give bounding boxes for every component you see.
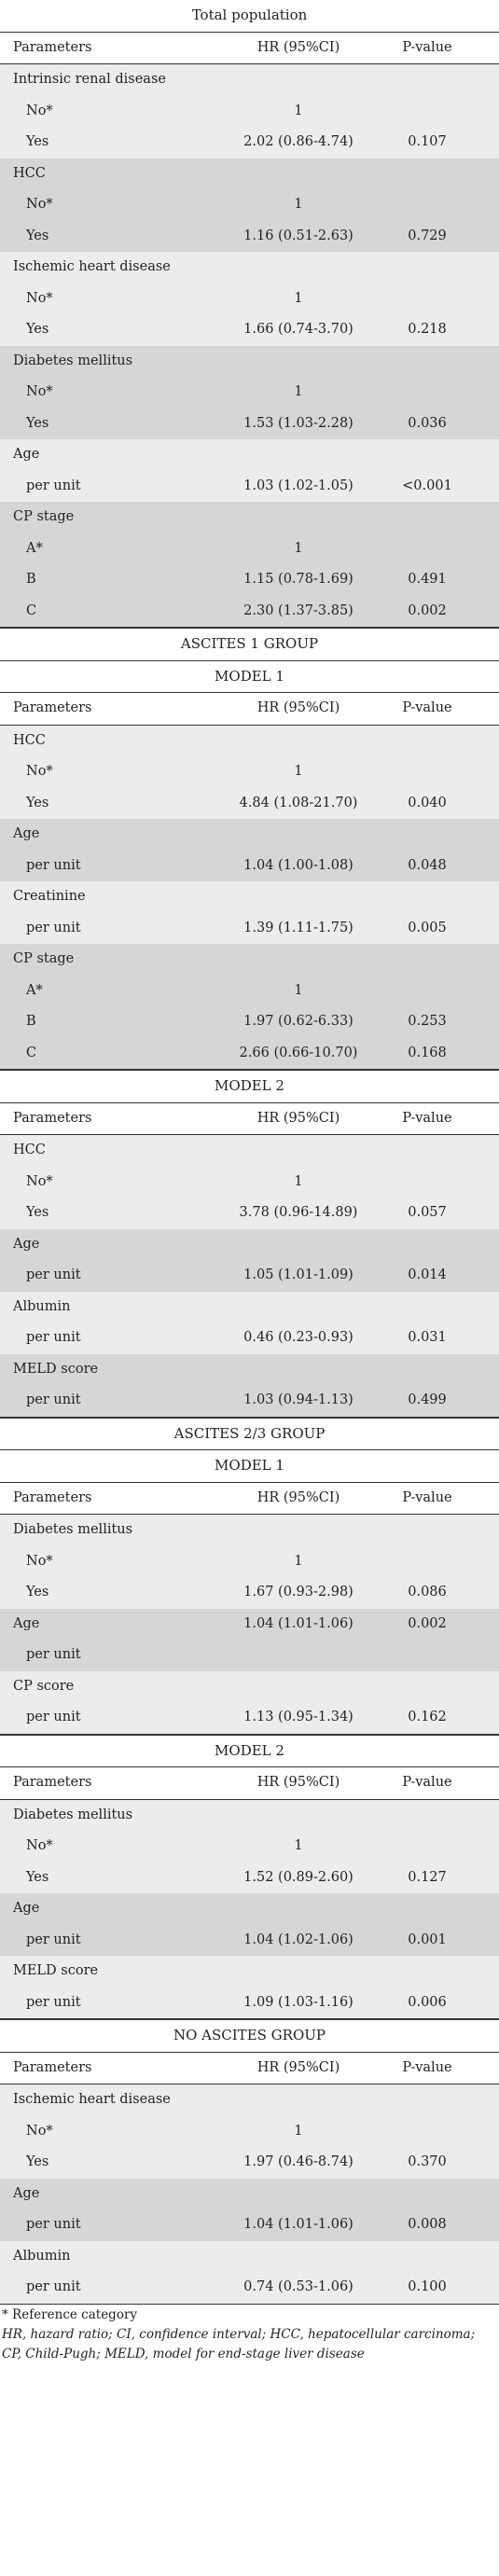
p-value: <0.001 bbox=[402, 478, 452, 493]
hr-value: 1.15 (0.78-1.69) bbox=[243, 572, 353, 587]
header-hr: HR (95%CI) bbox=[256, 1110, 340, 1126]
column-header-row bbox=[0, 2052, 499, 2085]
hr-value: 1 bbox=[294, 197, 303, 212]
group-name: CP stage bbox=[13, 509, 75, 524]
row-label: Yes bbox=[26, 795, 49, 810]
header-hr: HR (95%CI) bbox=[256, 1775, 340, 1790]
hr-value: 1 bbox=[294, 384, 303, 399]
row-label: A* bbox=[26, 540, 43, 556]
table-row bbox=[0, 1323, 499, 1354]
p-value: 0.107 bbox=[408, 134, 447, 149]
hr-value: 4.84 (1.08-21.70) bbox=[239, 795, 358, 810]
hr-value: 1 bbox=[294, 764, 303, 779]
group-header-row bbox=[0, 1354, 499, 1386]
group-header-row bbox=[0, 1609, 499, 1641]
header-parameters: Parameters bbox=[13, 39, 92, 55]
header-p-value: P-value bbox=[402, 1489, 452, 1505]
table-row bbox=[0, 1260, 499, 1292]
p-value: 0.218 bbox=[408, 322, 447, 337]
p-value: 0.008 bbox=[408, 2217, 447, 2232]
hr-value: 1.66 (0.74-3.70) bbox=[243, 322, 353, 337]
header-p-value: P-value bbox=[402, 2059, 452, 2075]
hr-value: 1 bbox=[294, 1553, 303, 1569]
row-label: per unit bbox=[26, 2279, 81, 2294]
p-value: 0.031 bbox=[408, 1330, 447, 1345]
table-row bbox=[0, 189, 499, 221]
table-row bbox=[0, 1546, 499, 1578]
hr-value: 1.52 (0.89-2.60) bbox=[243, 1869, 353, 1885]
row-label: No* bbox=[26, 2123, 53, 2139]
row-label: per unit bbox=[26, 1994, 81, 2010]
group-header-row bbox=[0, 1229, 499, 1261]
table-row bbox=[0, 1038, 499, 1071]
group-name: Age bbox=[13, 1615, 40, 1631]
table-row bbox=[0, 913, 499, 945]
group-header-row bbox=[0, 1135, 499, 1167]
p-value: 0.002 bbox=[408, 1615, 447, 1631]
table-row bbox=[0, 1006, 499, 1038]
table-row bbox=[0, 1863, 499, 1894]
row-label: C bbox=[26, 1045, 37, 1060]
p-value: 0.729 bbox=[408, 228, 447, 243]
table-footnotes bbox=[0, 2305, 499, 2364]
row-label: Yes bbox=[26, 415, 49, 431]
header-hr: HR (95%CI) bbox=[256, 1489, 340, 1505]
table-row bbox=[0, 976, 499, 1007]
column-header-row bbox=[0, 692, 499, 726]
group-name: Ischemic heart disease bbox=[13, 2092, 171, 2107]
column-header-row bbox=[0, 1766, 499, 1800]
header-parameters: Parameters bbox=[13, 1775, 92, 1790]
hr-value: 1.03 (0.94-1.13) bbox=[243, 1392, 353, 1407]
p-value: 0.005 bbox=[408, 920, 447, 935]
header-parameters: Parameters bbox=[13, 700, 92, 715]
table-row bbox=[0, 471, 499, 503]
table-row bbox=[0, 409, 499, 440]
group-name: Age bbox=[13, 1236, 40, 1252]
table-row bbox=[0, 221, 499, 253]
p-value: 0.168 bbox=[408, 1045, 447, 1060]
section-title: ASCITES 2/3 GROUP bbox=[0, 1418, 499, 1450]
row-label: per unit bbox=[26, 1932, 81, 1947]
table-row bbox=[0, 1987, 499, 2020]
group-name: HCC bbox=[13, 165, 46, 181]
p-value: 0.499 bbox=[408, 1392, 447, 1407]
group-header-row bbox=[0, 502, 499, 533]
column-header-row bbox=[0, 1482, 499, 1516]
table-row bbox=[0, 2116, 499, 2148]
table-row bbox=[0, 788, 499, 820]
hr-value: 2.30 (1.37-3.85) bbox=[243, 602, 353, 618]
group-header-row bbox=[0, 1800, 499, 1832]
group-header-row bbox=[0, 726, 499, 757]
hr-value: 1.53 (1.03-2.28) bbox=[243, 415, 353, 431]
table-row bbox=[0, 1167, 499, 1198]
section-title: MODEL 2 bbox=[0, 1735, 499, 1767]
header-hr: HR (95%CI) bbox=[256, 2059, 340, 2075]
p-value: 0.162 bbox=[408, 1710, 447, 1724]
row-label: No* bbox=[26, 103, 53, 118]
hr-value: 1.04 (1.01-1.06) bbox=[243, 2217, 353, 2232]
hr-value: 1 bbox=[294, 103, 303, 118]
p-value: 0.048 bbox=[408, 857, 447, 873]
row-label: per unit bbox=[26, 1330, 81, 1345]
row-label: per unit bbox=[26, 857, 81, 873]
table-row bbox=[0, 756, 499, 788]
section-title: NO ASCITES GROUP bbox=[0, 2019, 499, 2052]
group-header-row bbox=[0, 1515, 499, 1546]
hr-value: 3.78 (0.96-14.89) bbox=[239, 1205, 358, 1220]
row-label: Yes bbox=[26, 134, 49, 149]
row-label: No* bbox=[26, 290, 53, 306]
row-label: No* bbox=[26, 1553, 53, 1569]
reference-footnote: * Reference category bbox=[2, 2306, 138, 2322]
p-value: 0.014 bbox=[408, 1267, 447, 1282]
row-label: per unit bbox=[26, 1647, 81, 1662]
section-title: Total population bbox=[191, 7, 308, 23]
group-name: Albumin bbox=[13, 1298, 71, 1314]
p-value: 0.002 bbox=[408, 602, 447, 618]
header-p-value: P-value bbox=[402, 1110, 452, 1126]
p-value: 0.370 bbox=[408, 2154, 447, 2169]
group-name: Age bbox=[13, 826, 40, 841]
row-label: No* bbox=[26, 1838, 53, 1853]
p-value: 0.100 bbox=[408, 2279, 447, 2294]
row-label: A* bbox=[26, 982, 43, 998]
row-label: per unit bbox=[26, 1267, 81, 1282]
group-header-row bbox=[0, 439, 499, 471]
table-row bbox=[0, 96, 499, 128]
group-name: HCC bbox=[13, 1143, 46, 1157]
hr-value: 0.74 (0.53-1.06) bbox=[243, 2279, 353, 2294]
row-label: Yes bbox=[26, 1205, 49, 1220]
group-name: Albumin bbox=[13, 2248, 71, 2264]
group-header-row bbox=[0, 1956, 499, 1987]
column-header-row bbox=[0, 32, 499, 65]
group-header-row bbox=[0, 1893, 499, 1925]
p-value: 0.057 bbox=[408, 1205, 447, 1220]
hr-value: 1.09 (1.03-1.16) bbox=[243, 1994, 353, 2010]
p-value: 0.036 bbox=[408, 415, 447, 431]
section-title: MODEL 1 bbox=[0, 1449, 499, 1482]
hr-value: 1 bbox=[294, 1838, 303, 1853]
table-row bbox=[0, 377, 499, 409]
group-name: HCC bbox=[13, 732, 46, 748]
table-row bbox=[0, 1577, 499, 1609]
group-name: Age bbox=[13, 447, 40, 462]
row-label: No* bbox=[26, 1173, 53, 1189]
group-name: Age bbox=[13, 1901, 40, 1916]
group-header-row bbox=[0, 944, 499, 976]
section-title: MODEL 2 bbox=[0, 1070, 499, 1102]
group-header-row bbox=[0, 2241, 499, 2273]
section-title: MODEL 1 bbox=[0, 660, 499, 693]
row-label: C bbox=[26, 602, 37, 618]
table-row bbox=[0, 564, 499, 596]
hr-value: 1 bbox=[294, 540, 303, 556]
hr-value: 1.03 (1.02-1.05) bbox=[243, 478, 353, 493]
table-row bbox=[0, 851, 499, 882]
table-row bbox=[0, 127, 499, 159]
row-label: No* bbox=[26, 764, 53, 779]
group-header-row bbox=[0, 1671, 499, 1703]
table-row bbox=[0, 1925, 499, 1957]
row-label: Yes bbox=[26, 2154, 49, 2169]
header-p-value: P-value bbox=[402, 1775, 452, 1790]
group-name: MELD score bbox=[13, 1963, 99, 1978]
group-header-row bbox=[0, 64, 499, 96]
row-label: Yes bbox=[26, 322, 49, 337]
p-value: 0.086 bbox=[408, 1585, 447, 1600]
hr-value: 1 bbox=[294, 982, 303, 998]
table-row bbox=[0, 2147, 499, 2179]
group-name: CP stage bbox=[13, 951, 75, 966]
group-header-row bbox=[0, 881, 499, 913]
row-label: per unit bbox=[26, 2217, 81, 2232]
hr-value: 1.97 (0.46-8.74) bbox=[243, 2154, 353, 2169]
group-name: Ischemic heart disease bbox=[13, 259, 171, 274]
header-p-value: P-value bbox=[402, 700, 452, 715]
group-name: MELD score bbox=[13, 1361, 99, 1377]
row-label: per unit bbox=[26, 920, 81, 935]
group-header-row bbox=[0, 1292, 499, 1323]
p-value: 0.040 bbox=[408, 795, 447, 810]
hr-value: 1.39 (1.11-1.75) bbox=[243, 920, 353, 935]
group-name: Age bbox=[13, 2185, 40, 2201]
hr-value: 1.04 (1.01-1.06) bbox=[243, 1615, 353, 1631]
row-label: No* bbox=[26, 197, 53, 212]
row-label: per unit bbox=[26, 1710, 81, 1724]
group-header-row bbox=[0, 2084, 499, 2116]
group-header-row bbox=[0, 159, 499, 190]
row-label: Yes bbox=[26, 228, 49, 243]
table-row bbox=[0, 1702, 499, 1735]
table-row bbox=[0, 2209, 499, 2241]
group-name: Intrinsic renal disease bbox=[13, 72, 166, 87]
hr-value: 1.04 (1.02-1.06) bbox=[243, 1932, 353, 1947]
hr-value: 1.16 (0.51-2.63) bbox=[243, 228, 353, 243]
header-p-value: P-value bbox=[402, 39, 452, 55]
column-header-row bbox=[0, 1102, 499, 1136]
table-row bbox=[0, 1385, 499, 1418]
p-value: 0.253 bbox=[408, 1014, 447, 1029]
section-title: ASCITES 1 GROUP bbox=[0, 628, 499, 660]
group-name: CP score bbox=[13, 1678, 75, 1694]
group-name: Creatinine bbox=[13, 889, 86, 904]
row-label: per unit bbox=[26, 1392, 81, 1407]
row-label: No* bbox=[26, 384, 53, 399]
header-parameters: Parameters bbox=[13, 2059, 92, 2075]
hr-value: 0.46 (0.23-0.93) bbox=[243, 1330, 353, 1345]
header-parameters: Parameters bbox=[13, 1489, 92, 1505]
abbreviations-footnote: HR, hazard ratio; CI, confidence interval; HCC, hepatocellular carcinoma; CP, Child-Pugh; MELD, model for end-stage liver disease bbox=[2, 2326, 476, 2361]
hr-value: 1 bbox=[294, 1173, 303, 1189]
row-label: Yes bbox=[26, 1585, 49, 1600]
table-row bbox=[0, 1640, 499, 1671]
row-label: Yes bbox=[26, 1869, 49, 1885]
hr-value: 1.97 (0.62-6.33) bbox=[243, 1014, 353, 1029]
group-header-row bbox=[0, 819, 499, 851]
group-header-row bbox=[0, 252, 499, 284]
table-row bbox=[0, 314, 499, 346]
row-label: B bbox=[26, 572, 36, 587]
header-hr: HR (95%CI) bbox=[256, 39, 340, 55]
hr-value: 1.13 (0.95-1.34) bbox=[243, 1710, 353, 1724]
header-hr: HR (95%CI) bbox=[256, 700, 340, 715]
group-name: Diabetes mellitus bbox=[13, 1522, 133, 1537]
p-value: 0.127 bbox=[408, 1869, 447, 1885]
hr-value: 2.66 (0.66-10.70) bbox=[239, 1045, 358, 1060]
group-name: Diabetes mellitus bbox=[13, 1807, 133, 1822]
group-name: Diabetes mellitus bbox=[13, 353, 133, 368]
table-row bbox=[0, 533, 499, 565]
hr-value: 1.67 (0.93-2.98) bbox=[243, 1585, 353, 1600]
row-label: B bbox=[26, 1014, 36, 1029]
table-row bbox=[0, 284, 499, 315]
hr-value: 2.02 (0.86-4.74) bbox=[243, 134, 353, 149]
p-value: 0.006 bbox=[408, 1994, 447, 2010]
table-row bbox=[0, 1198, 499, 1229]
table-row bbox=[0, 596, 499, 629]
hr-value: 1 bbox=[294, 2123, 303, 2139]
group-header-row bbox=[0, 2179, 499, 2210]
hr-value: 1.04 (1.00-1.08) bbox=[243, 857, 353, 873]
hr-value: 1.05 (1.01-1.09) bbox=[243, 1267, 353, 1282]
header-parameters: Parameters bbox=[13, 1110, 92, 1126]
table-row bbox=[0, 1831, 499, 1863]
p-value: 0.491 bbox=[408, 572, 447, 587]
table-row bbox=[0, 2272, 499, 2305]
hr-value: 1 bbox=[294, 290, 303, 306]
p-value: 0.001 bbox=[408, 1932, 447, 1947]
row-label: per unit bbox=[26, 478, 81, 493]
group-header-row bbox=[0, 346, 499, 378]
